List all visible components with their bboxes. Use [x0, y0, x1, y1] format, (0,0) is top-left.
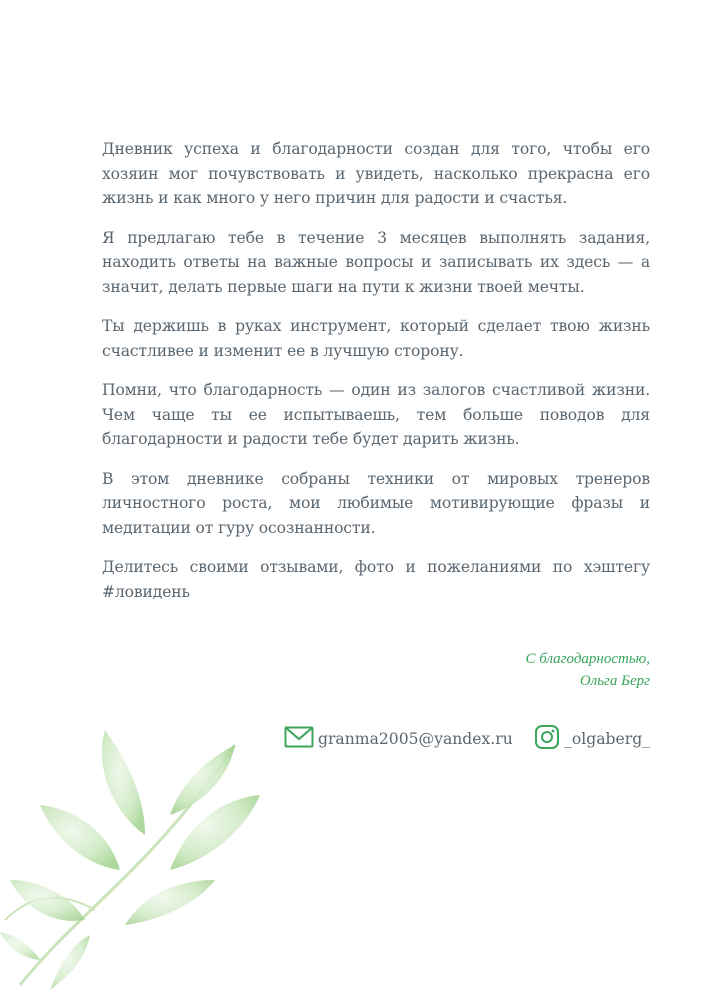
contacts	[284, 724, 650, 754]
email-address: granma2005@yandex.ru	[318, 730, 513, 748]
email-contact[interactable]	[284, 724, 513, 754]
intro-paragraph-4: Помни, что благодарность — один из залогов счастливой жизни. Чем чаще ты ее испытываешь, тем больше поводов для благодарности и радости тебе будет дарить жизнь.	[102, 381, 650, 448]
intro-paragraph-5: В этом дневнике собраны техники от мировых тренеров личностного роста, мои любимые мотивирующие фразы и медитации от гуру осознанности.	[102, 469, 650, 537]
intro-text	[102, 137, 650, 619]
instagram-handle: _olgaberg_	[564, 730, 650, 748]
instagram-icon	[534, 724, 560, 754]
intro-paragraph-1: Дневник успеха и благодарности создан для того, чтобы его хозяин мог почувствовать и увидеть, насколько прекрасна его жизнь и как много у него причин для радости и счастья.	[102, 140, 650, 207]
leaves-illustration	[0, 720, 300, 1000]
signature	[526, 648, 650, 692]
intro-paragraph-3: Ты держишь в руках инструмент, который сделает твою жизнь счастливее и изменит ее в лучшую сторону.	[102, 317, 650, 360]
signature-greeting: С благодарностью,	[525, 651, 650, 667]
intro-paragraph-hashtag: Делитесь своими отзывами, фото и пожеланиями по хэштегу #ловидень	[102, 558, 650, 601]
instagram-contact[interactable]	[534, 724, 650, 754]
intro-paragraph-2: Я предлагаю тебе в течение 3 месяцев выполнять задания, находить ответы на важные вопросы и записывать их здесь — а значит, делать первые шаги на пути к жизни твоей мечты.	[102, 228, 650, 296]
signature-author: Ольга Берг	[579, 673, 650, 689]
